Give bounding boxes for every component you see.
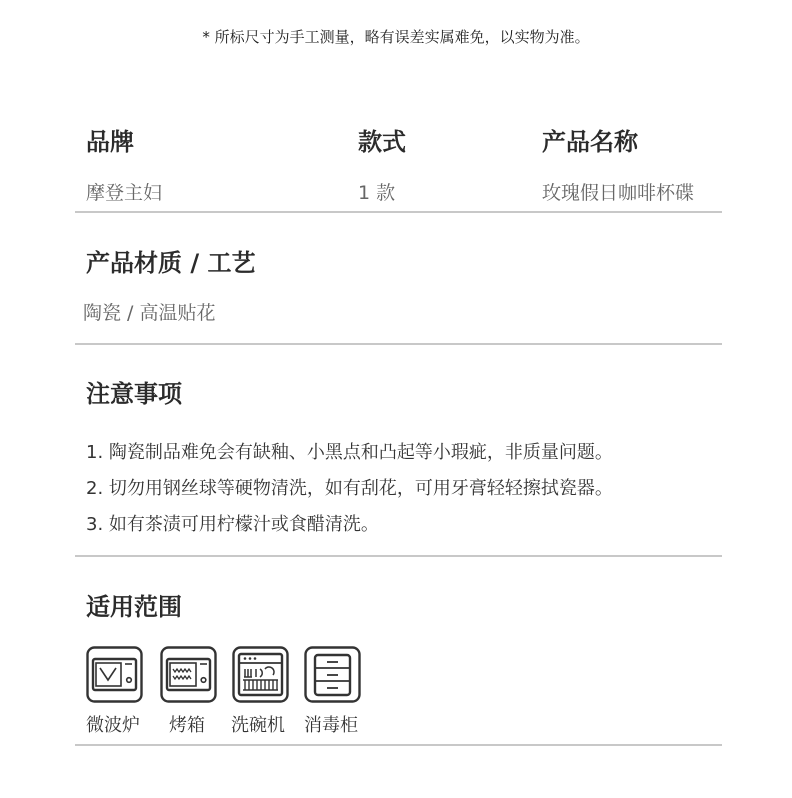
microwave-icon — [86, 646, 143, 703]
measurement-note: * 所标尺寸为手工测量，略有误差实属难免，以实物为准。 — [202, 28, 590, 46]
usage-label-dishwasher: 洗碗机 — [231, 715, 285, 736]
material-label: 产品材质 / 工艺 — [86, 249, 256, 277]
material-value: 陶瓷 / 高温贴花 — [83, 302, 216, 324]
brand-value: 摩登主妇 — [86, 182, 163, 204]
divider — [75, 211, 722, 213]
notes-title: 注意事项 — [86, 380, 182, 408]
usage-label-sterilizer-cabinet: 消毒柜 — [304, 715, 358, 736]
divider — [75, 343, 722, 345]
oven-icon — [160, 646, 217, 703]
divider — [75, 555, 722, 557]
style-value: 1 款 — [358, 182, 396, 204]
sterilizer-cabinet-icon — [304, 646, 361, 703]
list-item: 1. 陶瓷制品难免会有缺釉、小黑点和凸起等小瑕疵，非质量问题。 — [86, 442, 613, 463]
dishwasher-icon — [232, 646, 289, 703]
usage-label-oven: 烤箱 — [169, 715, 205, 736]
usage-title: 适用范围 — [86, 593, 182, 621]
style-label: 款式 — [358, 128, 406, 156]
brand-label: 品牌 — [86, 128, 134, 156]
product-name-label: 产品名称 — [542, 128, 638, 156]
list-item: 3. 如有茶渍可用柠檬汁或食醋清洗。 — [86, 514, 379, 535]
divider — [75, 744, 722, 746]
usage-label-microwave: 微波炉 — [86, 715, 140, 736]
product-name-value: 玫瑰假日咖啡杯碟 — [542, 182, 695, 204]
list-item: 2. 切勿用钢丝球等硬物清洗，如有刮花，可用牙膏轻轻擦拭瓷器。 — [86, 478, 613, 499]
